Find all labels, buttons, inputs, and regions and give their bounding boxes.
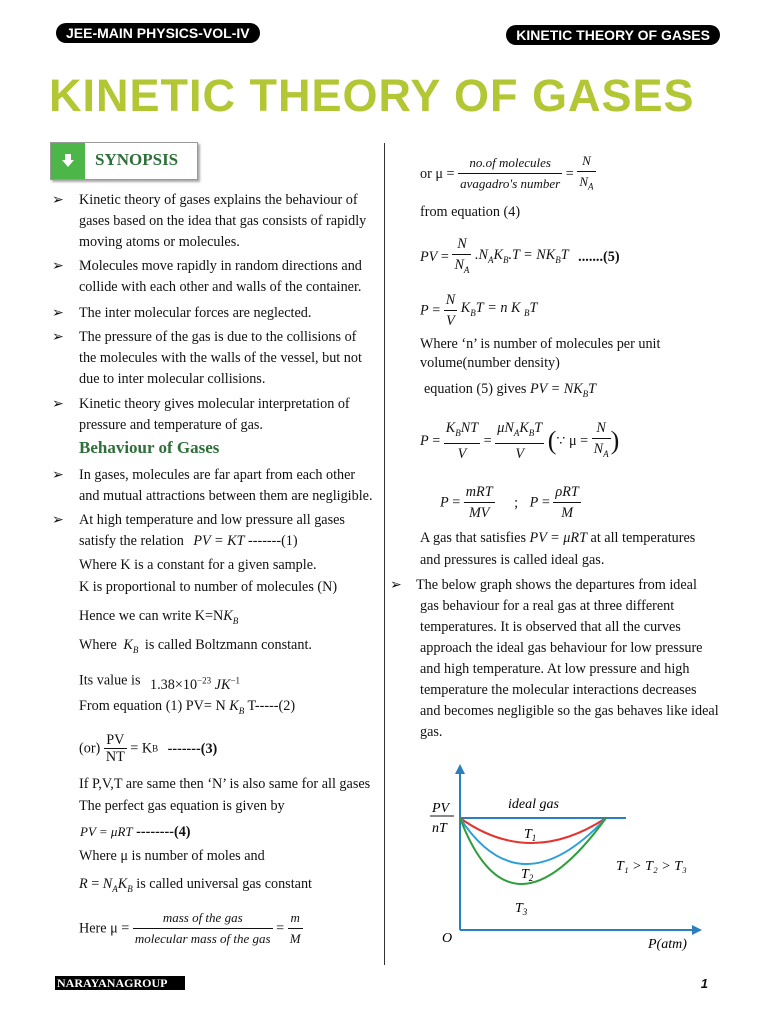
header-chapter-label: KINETIC THEORY OF GASES <box>506 25 720 45</box>
from-eq1-text: From equation (1) PV= N <box>79 698 226 714</box>
header-volume-label: JEE-MAIN PHYSICS-VOL-IV <box>56 23 260 43</box>
paragraph-line: The pressure of the gas is due to the collisions of <box>79 329 357 345</box>
equation-4: PV = μRT --------(4) <box>80 824 191 840</box>
bullet-icon: ➢ <box>52 468 64 483</box>
paragraph-line: gas behaviour for a real gas at three different <box>420 598 675 614</box>
number-of-moles-equation: or μ = $\frac{\text{no.of molecules}}{\text{avagadro's number}}$ = $\frac{N}{N_A}$ <box>420 153 594 192</box>
paragraph-line: Kinetic theory of gases explains the behaviour of <box>79 192 358 208</box>
paragraph-line: Where $K_B$ is called Boltzmann constant. <box>79 637 312 655</box>
download-arrow-icon <box>51 143 85 179</box>
pressure-equation: P = $\frac{N}{V}$ $K_BT = n$ K $_B$T <box>420 292 538 329</box>
paragraph-line: $R = N_AK_B$ is called universal gas constant <box>79 876 312 894</box>
paragraph-line: From equation (1) PV= N $K_B$ T-----(2) <box>79 698 296 716</box>
column-divider <box>384 143 385 965</box>
paragraph-line: Its value is $1.38\times 10^{-23}$ $JK^{-1}$ <box>79 672 241 693</box>
equation-3: (or) $\frac{PV}{NT}$ = KB -------(3) <box>79 732 218 765</box>
constant-value: 1.38×10 <box>150 676 198 693</box>
paragraph-line: If P,V,T are same then ‘N’ is also same for all gases <box>79 776 371 792</box>
boltzmann-text: is called Boltzmann constant. <box>144 637 312 653</box>
bullet-icon: ➢ <box>52 306 64 321</box>
origin-label: O <box>442 931 453 946</box>
paragraph-line: The perfect gas equation is given by <box>79 798 285 814</box>
paragraph-line: and mutual attractions between them are negligible. <box>79 488 373 504</box>
paragraph-line: and becomes negligible so the gas behaves like ideal <box>420 703 719 719</box>
bullet-icon: ➢ <box>390 578 402 593</box>
paragraph-line: pressure and temperature of gas. <box>79 417 263 433</box>
temperature-relation: T₁ > T₂ > T₃ <box>616 859 687 874</box>
page-number: 1 <box>700 976 708 991</box>
paragraph-line: A gas that satisfies PV = μRT at all temperatures <box>420 530 696 546</box>
paragraph-line: Kinetic theory gives molecular interpretation of <box>79 396 350 412</box>
paragraph-line: Molecules move rapidly in random directions and <box>79 258 362 274</box>
paragraph-line: At high temperature and low pressure all gases <box>79 512 345 528</box>
paragraph-line: due to inter molecular collisions. <box>79 371 266 387</box>
pressure-density-equation: P = $\frac{\text{mRT}}{MV}$ ; P = $\frac{\text{ρRT}}{M}$ <box>440 484 579 521</box>
t3-label: $T_3$ <box>515 901 528 917</box>
bullet-icon: ➢ <box>52 259 64 274</box>
paragraph-line: equation (5) gives PV = $NK_BT$ <box>424 381 597 399</box>
paragraph-line: from equation (4) <box>420 204 521 220</box>
paragraph-line: temperature the molecular interactions decreases <box>420 682 697 698</box>
page-title: KINETIC THEORY OF GASES <box>49 70 695 121</box>
mole-equation: Here μ = $\frac{\text{mass of the gas}}{\text{molecular mass of the gas}}$ = $\frac{m}{M}$ <box>79 910 301 946</box>
paragraph-line: Where μ is number of moles and <box>79 848 265 864</box>
paragraph-line: approach the ideal gas behaviour for low pressure <box>420 640 703 656</box>
synopsis-label: SYNOPSIS <box>95 150 179 169</box>
paragraph-line: collide with each other and walls of the container. <box>79 279 362 295</box>
ideal-gas-label: ideal gas <box>508 797 559 812</box>
synopsis-badge <box>50 142 198 180</box>
paragraph-line <box>79 531 298 552</box>
y-axis-arrow-icon <box>455 764 465 774</box>
paragraph-line: gas. <box>420 724 443 740</box>
equation-5: PV = $\frac{N}{N_A}$ $.N_AK_B.T = NK_BT$ .......(5) <box>420 236 620 275</box>
paragraph-line: temperatures. It is observed that all the curves <box>420 619 681 635</box>
bullet-icon: ➢ <box>52 193 64 208</box>
bullet-icon: ➢ <box>52 397 64 412</box>
paragraph-line: and pressures is called ideal gas. <box>420 552 605 568</box>
bullet-icon: ➢ <box>52 513 64 528</box>
paragraph-line: The inter molecular forces are neglected. <box>79 305 312 321</box>
paragraph-line: The below graph shows the departures from ideal <box>416 577 697 593</box>
paragraph-line: the molecules with the walls of the vessel, but not <box>79 350 362 366</box>
hence-text: Hence we can write K=N <box>79 608 224 624</box>
behaviour-heading: Behaviour of Gases <box>79 438 220 457</box>
footer-group-label: NARAYANAGROUP <box>55 976 185 990</box>
paragraph-line: gases based on the idea that gas consists of rapidly <box>79 213 367 229</box>
its-value-text: Its value is <box>79 672 141 689</box>
bullet-icon: ➢ <box>52 330 64 345</box>
equation-1: PV = KT <box>193 533 245 549</box>
where-word: Where <box>79 637 117 653</box>
paragraph-line: Where K is a constant for a given sample. <box>79 557 317 573</box>
paragraph-line: volume(number density) <box>420 355 560 371</box>
paragraph-line: Hence we can write $K=NK_B$ <box>79 608 239 626</box>
paragraph-line: moving atoms or molecules. <box>79 234 240 250</box>
pv-graph <box>420 760 710 960</box>
pressure-mole-equation: P = $\frac{K_BNT}{V}$ = $\frac{\mu N_AK_BT}{V}$ (∵ μ = $\frac{N}{N_A}$ ) <box>420 420 620 462</box>
paragraph-line: and high temperature. At low pressure and high <box>420 661 690 677</box>
y-axis-label-bottom: nT <box>432 821 447 836</box>
paragraph-line: Where ‘n’ is number of molecules per unit <box>420 336 661 352</box>
x-axis-arrow-icon <box>692 925 702 935</box>
t1-label: $T_1$ <box>524 827 537 843</box>
x-axis-label: P(atm) <box>648 937 687 952</box>
paragraph-line: In gases, molecules are far apart from each other <box>79 467 356 483</box>
equation-1-tag: -------(1) <box>248 533 298 549</box>
relation-text: satisfy the relation <box>79 533 184 549</box>
paragraph-line: K is proportional to number of molecules (N) <box>79 579 338 595</box>
t2-label: $T_2$ <box>521 867 534 883</box>
y-axis-label-top: PV <box>432 801 450 816</box>
